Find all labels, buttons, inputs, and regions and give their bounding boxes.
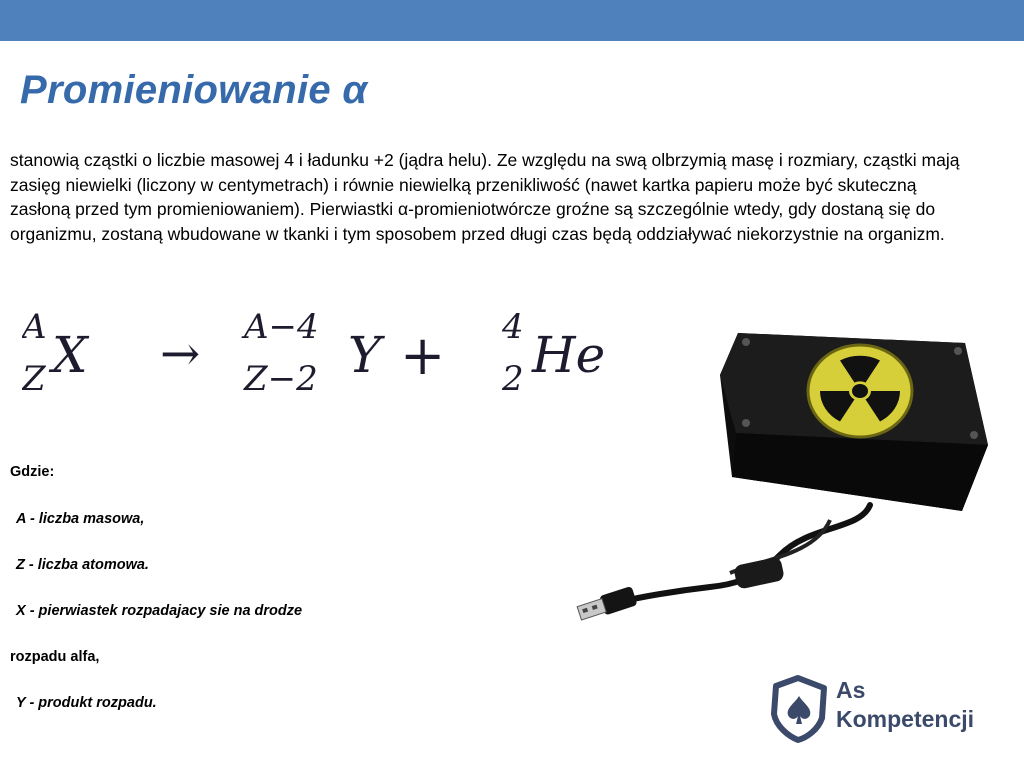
legend-x: X - pierwiastek rozpadajacy sie na drodze xyxy=(16,603,303,619)
daughter-symbol: Y xyxy=(348,326,382,384)
usb-plug xyxy=(576,586,637,623)
ferrite-bead xyxy=(733,556,785,589)
decay-equation xyxy=(22,300,632,410)
legend-heading: Gdzie: xyxy=(10,464,55,480)
parent-mass-number: A xyxy=(22,307,47,347)
parent-symbol: X xyxy=(52,326,88,384)
brand-line-1: As xyxy=(836,677,866,703)
screw xyxy=(742,338,750,346)
brand-logo[interactable] xyxy=(768,672,998,746)
alpha-symbol: He xyxy=(532,326,606,384)
top-bar xyxy=(0,0,1024,41)
legend-y: Y - produkt rozpadu. xyxy=(16,695,157,711)
radiation-trefoil-icon xyxy=(808,345,912,437)
parent-atomic-number: Z xyxy=(22,359,46,399)
spade-icon xyxy=(768,674,830,744)
daughter-mass-number: A−4 xyxy=(244,307,319,347)
legend-z: Z - liczba atomowa. xyxy=(16,557,149,573)
alpha-atomic-number: 2 xyxy=(502,359,524,399)
screw xyxy=(954,347,962,355)
slide-title: Promieniowanie α xyxy=(20,68,368,112)
radiation-detector-image xyxy=(560,315,1000,625)
brand-name xyxy=(836,676,974,734)
daughter-atomic-number: Z−2 xyxy=(244,359,318,399)
plus-sign: + xyxy=(400,324,446,387)
alpha-mass-number: 4 xyxy=(502,307,524,347)
brand-line-2: Kompetencji xyxy=(836,706,975,732)
reaction-arrow: → xyxy=(160,326,201,382)
body-paragraph: stanowią cząstki o liczbie masowej 4 i ładunku +2 (jądra helu). Ze względu na swą olbrzymią masę i rozmiary, cząstki mają zasięg niewielki (liczony w centymetrach) i równie niewielką przenikliwość (nawet kartka papieru może być skuteczną zasłoną przed tym promieniowaniem). Pierwiastki α-promieniotwórcze groźne są szczególnie wtedy, gdy dostaną się do organizmu, zostaną wbudowane w tkanki i tym sposobem przed długi czas będą oddziaływać niekorzystnie na organizm. xyxy=(10,150,960,244)
legend-x-continued: rozpadu alfa, xyxy=(10,649,100,665)
screw xyxy=(970,431,978,439)
screw xyxy=(742,419,750,427)
legend-a: A - liczba masowa, xyxy=(16,511,145,527)
